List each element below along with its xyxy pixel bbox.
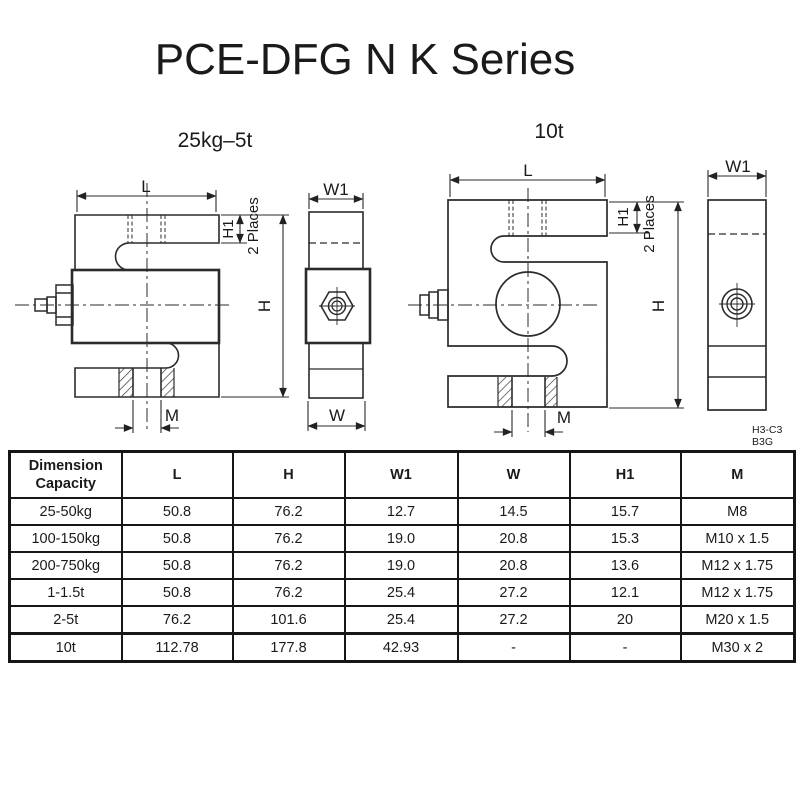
drawing-note-line2: B3G: [752, 436, 774, 448]
table-cell: 12.1: [570, 579, 681, 606]
corner-dimension: Dimension: [28, 457, 103, 474]
table-row: [10, 634, 795, 662]
capacity-cell: 2-5t: [10, 606, 122, 634]
places-label: 2 Places: [641, 195, 658, 253]
table-cell: M10 x 1.5: [681, 525, 795, 552]
table-cell: M12 x 1.75: [681, 552, 795, 579]
table-cell: 20.8: [458, 525, 570, 552]
dim-label-l: L: [141, 177, 151, 196]
table-row: [10, 498, 795, 525]
table-cell: 76.2: [122, 606, 233, 634]
dimension-table: [8, 450, 796, 663]
corner-cell: [10, 452, 122, 499]
table-cell: 19.0: [345, 552, 458, 579]
capacity-cell: 25-50kg: [10, 498, 122, 525]
dim-label-h: H: [649, 299, 668, 313]
capacity-cell: 1-1.5t: [10, 579, 122, 606]
places-label: 2 Places: [245, 197, 262, 255]
table-cell: 112.78: [122, 634, 233, 662]
small-model-label: 25kg–5t: [177, 129, 253, 152]
dim-label-h1: H1: [615, 207, 632, 227]
table-cell: 20.8: [458, 552, 570, 579]
table-header-row: [10, 452, 795, 499]
col-header-w: W: [458, 452, 570, 499]
table-cell: 50.8: [122, 579, 233, 606]
dim-label-l: L: [523, 161, 533, 180]
table-cell: M12 x 1.75: [681, 579, 795, 606]
table-cell: 25.4: [345, 579, 458, 606]
table-cell: 15.7: [570, 498, 681, 525]
table-cell: 50.8: [122, 498, 233, 525]
table-cell: 27.2: [458, 606, 570, 634]
capacity-cell: 10t: [10, 634, 122, 662]
table-cell: M20 x 1.5: [681, 606, 795, 634]
table-cell: 50.8: [122, 525, 233, 552]
table-cell: 76.2: [233, 498, 345, 525]
table-cell: 50.8: [122, 552, 233, 579]
col-header-h: H: [233, 452, 345, 499]
table-cell: 177.8: [233, 634, 345, 662]
table-row: [10, 606, 795, 634]
dim-label-w: W: [328, 406, 346, 425]
table-row: [10, 579, 795, 606]
table-row: [10, 552, 795, 579]
table-cell: 19.0: [345, 525, 458, 552]
table-cell: -: [458, 634, 570, 662]
table-cell: 13.6: [570, 552, 681, 579]
col-header-w1: W1: [345, 452, 458, 499]
col-header-h1: H1: [570, 452, 681, 499]
drawing-note-line1: H3-C3: [752, 424, 783, 436]
small-capacity-side-view: [306, 193, 370, 431]
dim-label-m: M: [164, 406, 180, 425]
large-capacity-side-view: [708, 170, 766, 410]
table-cell: 15.3: [570, 525, 681, 552]
table-cell: 76.2: [233, 525, 345, 552]
table-cell: -: [570, 634, 681, 662]
table-cell: 27.2: [458, 579, 570, 606]
table-cell: 42.93: [345, 634, 458, 662]
large-model-label: 10t: [534, 120, 564, 143]
page-title: PCE-DFG N K Series: [154, 35, 576, 84]
dim-label-w1: W1: [725, 157, 751, 176]
table-cell: 14.5: [458, 498, 570, 525]
table-cell: M8: [681, 498, 795, 525]
col-header-l: L: [122, 452, 233, 499]
capacity-cell: 200-750kg: [10, 552, 122, 579]
capacity-cell: 100-150kg: [10, 525, 122, 552]
table-cell: 12.7: [345, 498, 458, 525]
dim-label-h: H: [255, 299, 274, 313]
table-cell: M30 x 2: [681, 634, 795, 662]
table-cell: 20: [570, 606, 681, 634]
dim-label-h1: H1: [220, 219, 237, 239]
table-cell: 101.6: [233, 606, 345, 634]
dim-label-m: M: [556, 408, 572, 427]
dim-label-w1: W1: [323, 180, 349, 199]
table-cell: 76.2: [233, 579, 345, 606]
corner-capacity: Capacity: [35, 476, 96, 492]
table-row: [10, 525, 795, 552]
table-cell: 76.2: [233, 552, 345, 579]
col-header-m: M: [681, 452, 795, 499]
table-cell: 25.4: [345, 606, 458, 634]
